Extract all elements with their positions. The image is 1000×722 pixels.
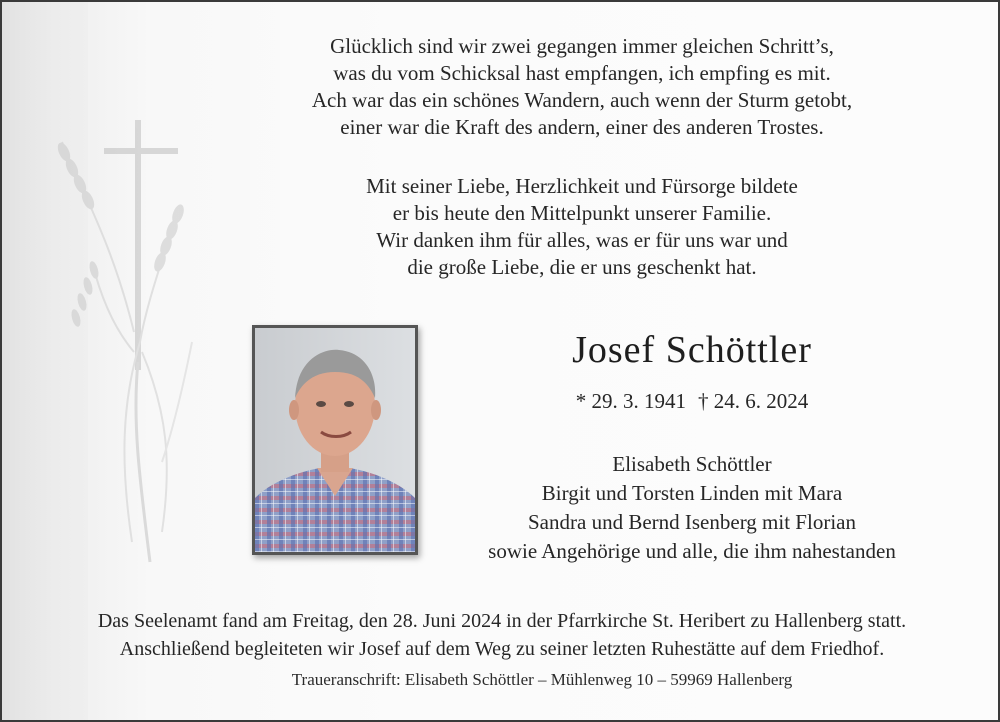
deceased-name: Josef Schöttler: [572, 329, 812, 371]
poem-line: einer war die Kraft des andern, einer des anderen Trostes.: [340, 115, 824, 139]
portrait-illustration: [255, 328, 415, 552]
poem-verse: [252, 33, 912, 141]
portrait-photo: [252, 325, 418, 555]
tribute-text: [252, 173, 912, 281]
tribute-line: die große Liebe, die er uns geschenkt hat.: [407, 255, 757, 279]
mourner-entry: sowie Angehörige und alle, die ihm nahestanden: [488, 539, 896, 563]
mourner-entry: Elisabeth Schöttler: [612, 452, 772, 476]
notice-line: Das Seelenamt fand am Freitag, den 28. Juni 2024 in der Pfarrkirche St. Heribert zu Hallenberg statt.: [97, 610, 907, 632]
poem-line: Ach war das ein schönes Wandern, auch wenn der Sturm getobt,: [311, 88, 853, 112]
notice-line: Anschließend begleiteten wir Josef auf dem Weg zu seiner letzten Ruhestätte auf dem Friedhof.: [119, 638, 885, 660]
mourners-list: [442, 450, 942, 566]
poem-line: Glücklich sind wir zwei gegangen immer gleichen Schritt’s,: [330, 34, 834, 58]
poem-line: was du vom Schicksal hast empfangen, ich empfing es mit.: [333, 61, 831, 85]
mourner-entry: Sandra und Bernd Isenberg mit Florian: [528, 510, 856, 534]
service-notice: [22, 607, 982, 663]
birth-date: * 29. 3. 1941: [575, 389, 686, 413]
tribute-line: Mit seiner Liebe, Herzlichkeit und Fürsorge bildete: [366, 174, 798, 198]
tribute-line: Wir danken ihm für alles, was er für uns war und: [376, 228, 788, 252]
life-dates: [482, 387, 902, 415]
mourner-entry: Birgit und Torsten Linden mit Mara: [541, 481, 843, 505]
cross-and-wheat-icon: [22, 102, 232, 572]
tribute-line: er bis heute den Mittelpunkt unserer Familie.: [392, 201, 772, 225]
death-date: † 24. 6. 2024: [698, 389, 809, 413]
condolence-address: Traueranschrift: Elisabeth Schöttler – Mühlenweg 10 – 59969 Hallenberg: [291, 670, 793, 689]
